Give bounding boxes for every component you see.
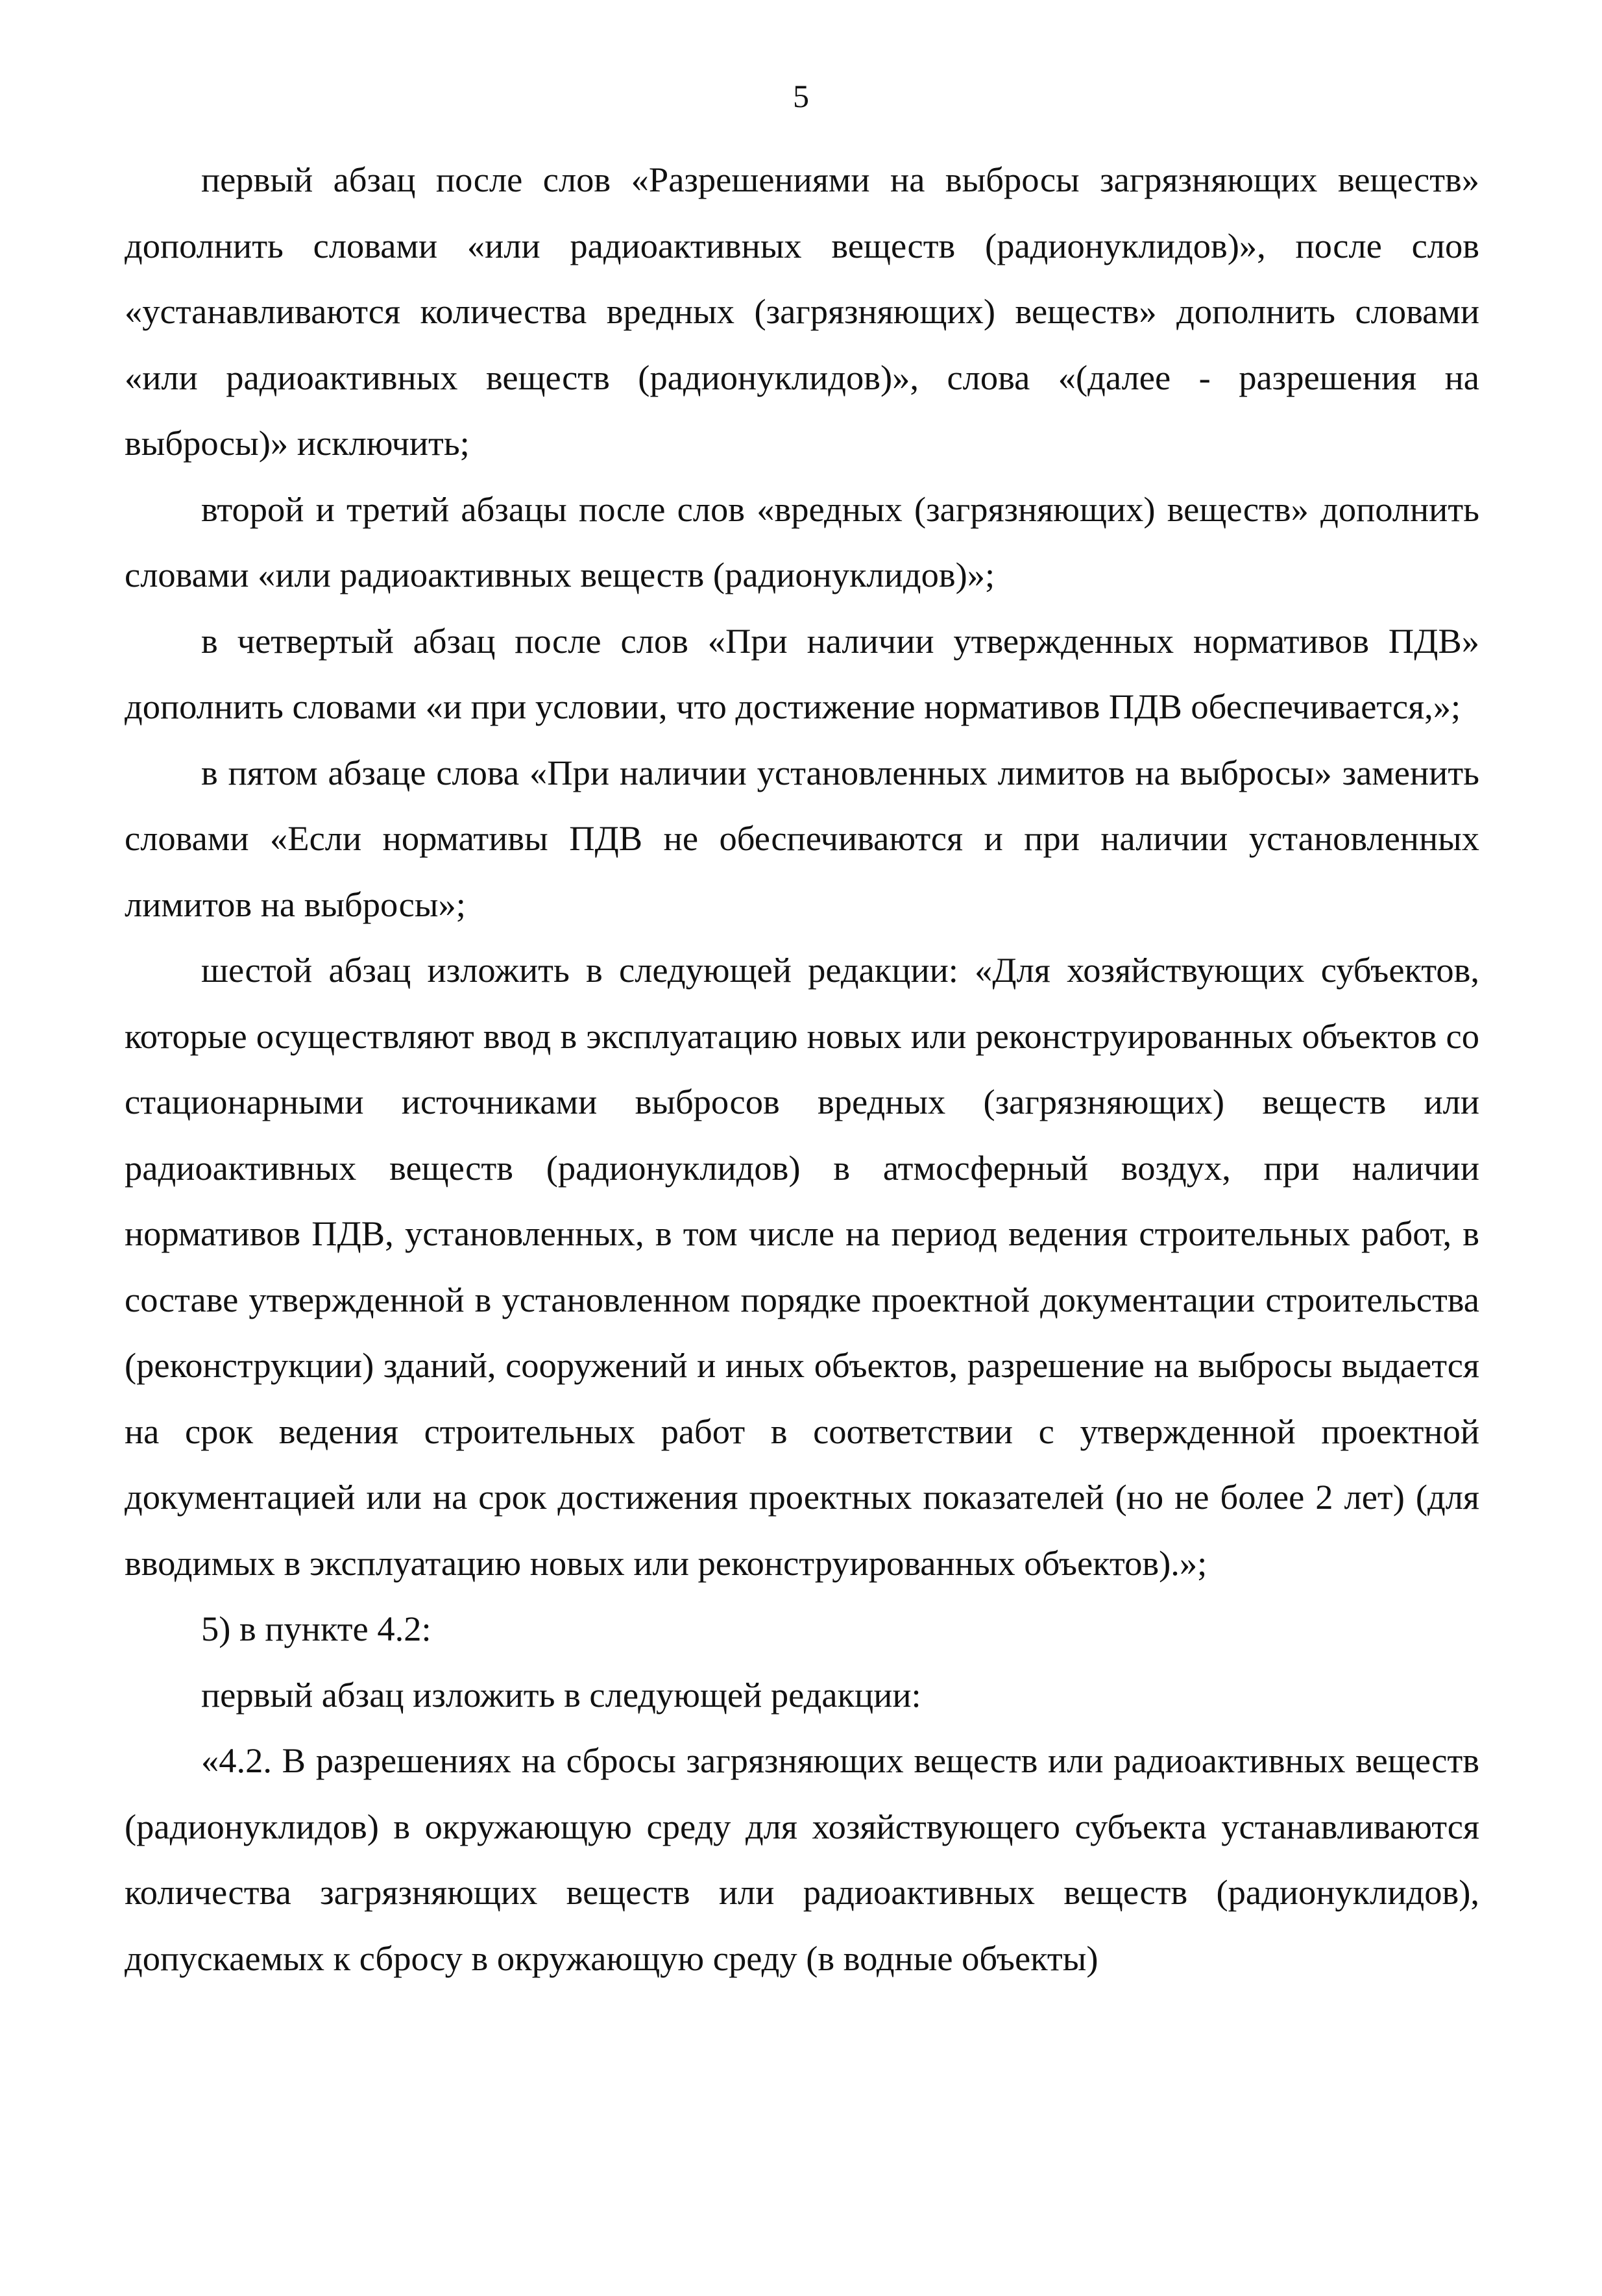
paragraph-1: первый абзац после слов «Разрешениями на выбросы загрязняющих веществ» дополнить словами «или радиоактивных веществ (радионуклидов)», после слов «устанавливаются количества вредных (загрязняющих) веществ» дополнить словами «или радиоактивных веществ (радионуклидов)», слова «(далее - разрешения на выбросы)» исключить;: [125, 160, 1479, 463]
paragraph-5: шестой абзац изложить в следующей редакции: «Для хозяйствующих субъектов, которые осуществляют ввод в эксплуатацию новых или реконструированных объектов со стационарными источниками выбросов вредных (загрязняющих) веществ или радиоактивных веществ (радионуклидов) в атмосферный воздух, при наличии нормативов ПДВ, установленных, в том числе на период ведения строительных работ, в составе утвержденной в установленном порядке проектной документации строительства (реконструкции) зданий, сооружений и иных объектов, разрешение на выбросы выдается на срок ведения строительных работ в соответствии с утвержденной проектной документацией или на срок достижения проектных показателей (но не более 2 лет) (для вводимых в эксплуатацию новых или реконструированных объектов).»;: [125, 950, 1479, 1583]
paragraph-2: второй и третий абзацы после слов «вредных (загрязняющих) веществ» дополнить словами «или радиоактивных веществ (радионуклидов)»;: [125, 489, 1479, 594]
document-body: [125, 147, 1479, 1991]
paragraph-4: в пятом абзаце слова «При наличии установленных лимитов на выбросы» заменить словами «Если нормативы ПДВ не обеспечиваются и при наличии установленных лимитов на выбросы»;: [125, 752, 1479, 924]
paragraph-8: «4.2. В разрешениях на сбросы загрязняющих веществ или радиоактивных веществ (радионуклидов) в окружающую среду для хозяйствующего субъекта устанавливаются количества загрязняющих веществ или радиоактивных веществ (радионуклидов), допускаемых к сбросу в окружающую среду (в водные объекты): [125, 1740, 1479, 1978]
paragraph-6: 5) в пункте 4.2:: [201, 1609, 431, 1648]
paragraph-7: первый абзац изложить в следующей редакции:: [201, 1674, 921, 1715]
paragraph-3: в четвертый абзац после слов «При наличии утвержденных нормативов ПДВ» дополнить словами «и при условии, что достижение нормативов ПДВ обеспечивается,»;: [125, 620, 1479, 726]
page-number: 5: [793, 78, 809, 114]
